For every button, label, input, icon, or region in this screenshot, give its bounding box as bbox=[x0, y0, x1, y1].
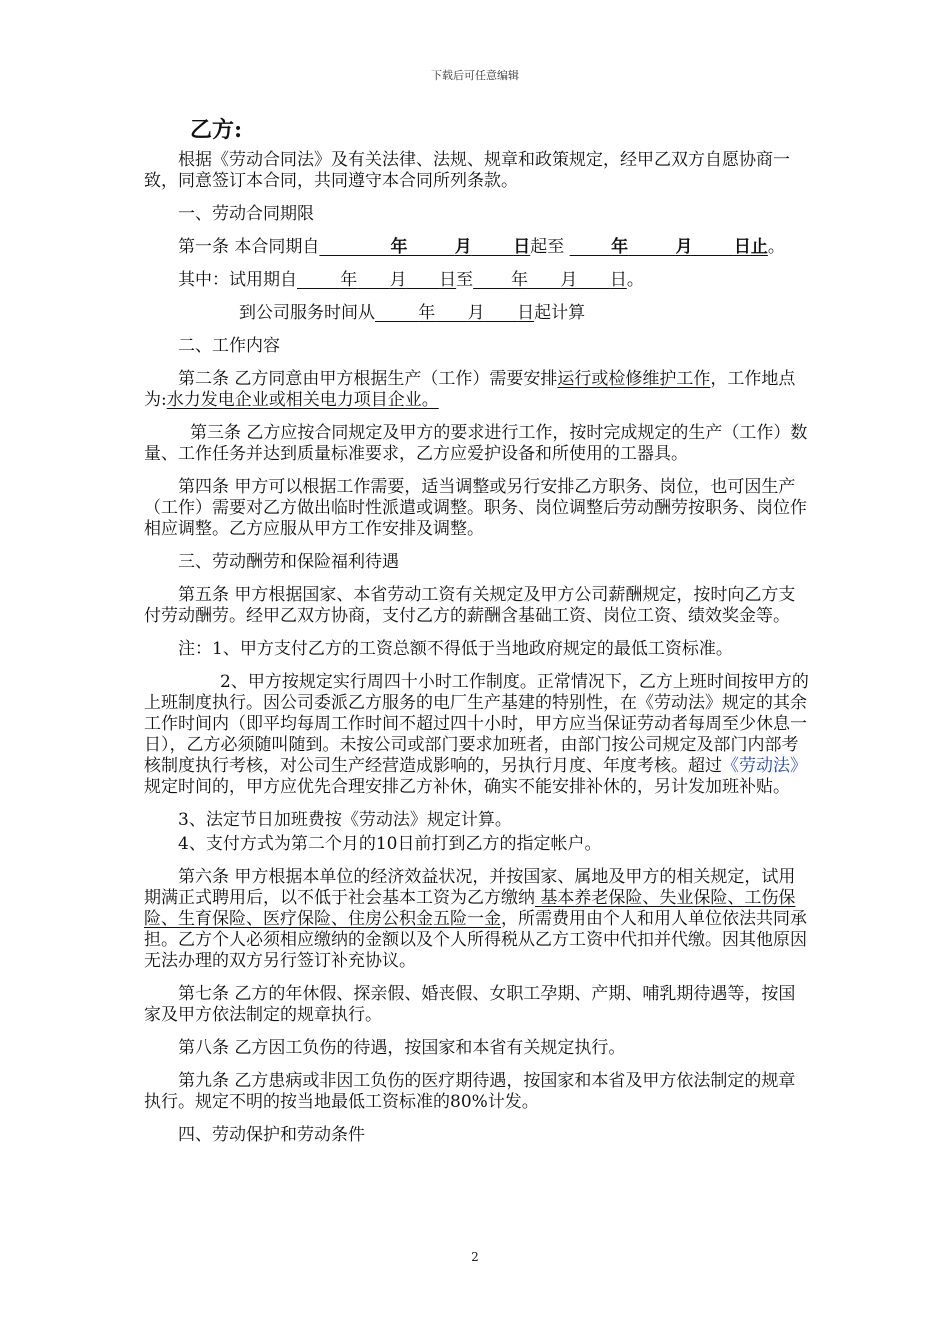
party-b-title: 乙方: bbox=[190, 117, 243, 143]
page-header: 下载后可任意编辑 bbox=[431, 69, 519, 82]
service-start: 到公司服务时间从 年 月 日起计算 bbox=[239, 303, 586, 323]
article-1: 第一条 本合同期自 年 月 日起至 年 月 日止。 bbox=[178, 237, 785, 257]
article-4: 第四条 甲方可以根据工作需要，适当调整或另行安排乙方职务、岗位，也可因生产（工作）需要对乙方做出临时性派遣或调整。职务、岗位调整后劳动酬劳按职务、岗位作相应调整。乙方应服从甲方工作安排及调整。 bbox=[144, 477, 807, 539]
labor-law-link: 《劳动法》 bbox=[722, 756, 807, 776]
end-date-field: 年 月 日止 bbox=[611, 237, 768, 257]
workplace-field: 水力发电企业或相关电力项目企业。 bbox=[166, 390, 439, 410]
contract-body bbox=[144, 117, 812, 1146]
article-9: 第九条 乙方患病或非因工负伤的医疗期待遇，按国家和本省及甲方依法制定的规章执行。规定不明的按当地最低工资标准的80%计发。 bbox=[144, 1071, 796, 1112]
article-1-prefix: 第一条 本合同期自 bbox=[178, 237, 320, 257]
article-7: 第七条 乙方的年休假、探亲假、婚丧假、女职工孕期、产期、哺乳期待遇等，按国家及甲方依法制定的规章执行。 bbox=[144, 984, 796, 1025]
article-6: 第六条 甲方根据本单位的经济效益状况，并按国家、属地及甲方的相关规定，试用期满正式聘用后，以不低于社会基本工资为乙方缴纳 基本养老保险、失业保险、工伤保险、生育保险、医疗保险、住房公积金五险一金，所需费用由个人和用人单位依法共同承担。乙方个人必须相应缴纳的金额以及个人所得税从乙方工资中代扣并代缴。因其他原因无法办理的双方另行签订补充协议。 bbox=[144, 867, 807, 971]
note-1: 注：1、甲方支付乙方的工资总额不得低于当地政府规定的最低工资标准。 bbox=[178, 639, 733, 659]
trial-start-field: 年 月 日 bbox=[340, 270, 457, 290]
start-word: 起至 bbox=[530, 237, 565, 257]
trial-period: 其中：试用期自 年 月 日至 年 月 日。 bbox=[178, 270, 644, 290]
note-4: 4、支付方式为第二个月的10日前打到乙方的指定帐户。 bbox=[178, 834, 602, 854]
service-date-field: 年 月 日 bbox=[418, 303, 535, 323]
article-2: 第二条 乙方同意由甲方根据生产（工作）需要安排运行或检修维护工作，工作地点为:水力发电企业或相关电力项目企业。 bbox=[144, 369, 796, 410]
intro-paragraph: 根据《劳动合同法》及有关法律、法规、规章和政策规定，经甲乙双方自愿协商一致，同意签订本合同，共同遵守本合同所列条款。 bbox=[144, 150, 790, 191]
section-1-heading: 一、劳动合同期限 bbox=[178, 204, 314, 224]
note-2: 2、甲方按规定实行周四十小时工作制度。正常情况下，乙方上班时间按甲方的上班制度执行。因公司委派乙方服务的电厂生产基建的特别性，在《劳动法》规定的其余工作时间内（即平均每周工作时间不超过四十小时，甲方应当保证劳动者每周至少休息一日），乙方必须随叫随到。未按公司或部门要求加班者，由部门按公司规定及部门内部考核制度执行考核，对公司生产经营造成影响的，另执行月度、年度考核。超过《劳动法》规定时间的，甲方应优先合理安排乙方补休，确实不能安排补休的，另计发加班补贴。 bbox=[144, 672, 809, 797]
insurance-field: 基本养老保险、失业保险、工伤保险、生育保险、医疗保险、住房公积金五险一金 bbox=[144, 888, 796, 929]
article-3: 第三条 乙方应按合同规定及甲方的要求进行工作，按时完成规定的生产（工作）数量、工作任务并达到质量标准要求，乙方应爱护设备和所使用的工器具。 bbox=[144, 423, 808, 464]
job-field: 运行或检修维护工作 bbox=[557, 369, 711, 389]
article-5: 第五条 甲方根据国家、本省劳动工资有关规定及甲方公司薪酬规定，按时向乙方支付劳动酬劳。经甲乙双方协商，支付乙方的薪酬含基础工资、岗位工资、绩效奖金等。 bbox=[144, 585, 796, 626]
article-8: 第八条 乙方因工负伤的待遇，按国家和本省有关规定执行。 bbox=[178, 1038, 626, 1058]
trial-end-field: 年 月 日 bbox=[510, 270, 627, 290]
section-2-heading: 二、工作内容 bbox=[178, 336, 280, 356]
note-3: 3、法定节日加班费按《劳动法》规定计算。 bbox=[178, 810, 512, 830]
start-date-field: 年 月 日 bbox=[390, 237, 531, 257]
section-3-heading: 三、劳动酬劳和保险福利待遇 bbox=[178, 552, 399, 572]
page-number: 2 bbox=[471, 1250, 479, 1264]
section-4-heading: 四、劳动保护和劳动条件 bbox=[178, 1125, 365, 1145]
